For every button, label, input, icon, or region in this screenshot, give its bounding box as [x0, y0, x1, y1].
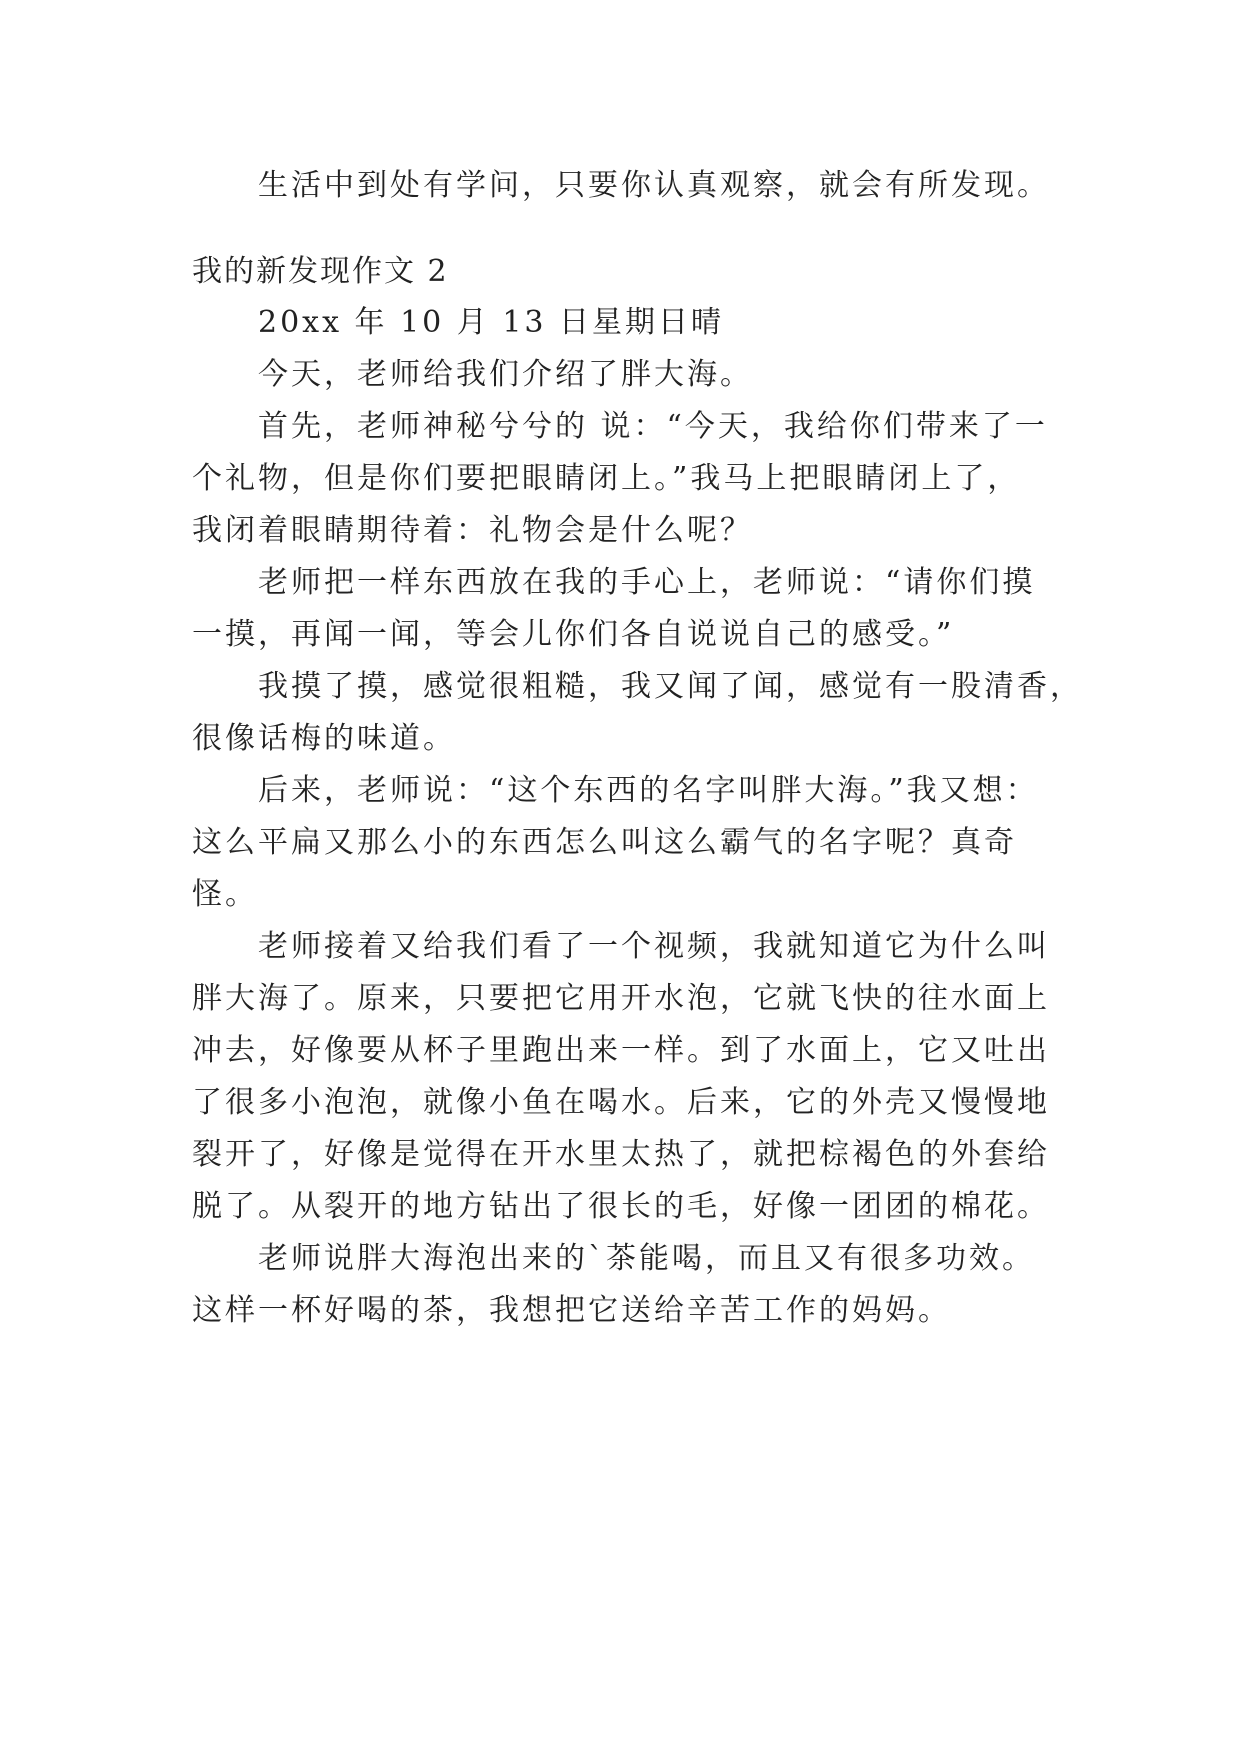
paragraph-line: 老师把一样东西放在我的手心上，老师说：“请你们摸	[258, 565, 1036, 600]
paragraph-line: 很像话梅的味道。	[192, 721, 456, 756]
paragraph-line: 后来，老师说：“这个东西的名字叫胖大海。”我又想：	[258, 773, 1039, 808]
paragraph-line: 首先，老师神秘兮兮的 说：“今天，我给你们带来了一	[258, 409, 1048, 444]
paragraph-line: 今天，老师给我们介绍了胖大海。	[258, 357, 753, 392]
paragraph-line: 我摸了摸，感觉很粗糙，我又闻了闻，感觉有一股清香，	[258, 669, 1083, 704]
paragraph-line: 脱了。从裂开的地方钻出了很长的毛，好像一团团的棉花。	[192, 1189, 1050, 1224]
paragraph-line: 冲去，好像要从杯子里跑出来一样。到了水面上，它又吐出	[192, 1033, 1050, 1068]
date-line: 20xx 年 10 月 13 日星期日晴	[258, 305, 725, 340]
intro-paragraph: 生活中到处有学问，只要你认真观察，就会有所发现。	[258, 168, 1050, 203]
paragraph-line: 老师说胖大海泡出来的`茶能喝，而且又有很多功效。	[258, 1241, 1035, 1276]
paragraph-line: 怪。	[192, 877, 258, 912]
paragraph-line: 我闭着眼睛期待着：礼物会是什么呢？	[192, 513, 753, 548]
paragraph-line: 老师接着又给我们看了一个视频，我就知道它为什么叫	[258, 929, 1050, 964]
paragraph-line: 胖大海了。原来，只要把它用开水泡，它就飞快的往水面上	[192, 981, 1050, 1016]
paragraph-line: 这样一杯好喝的茶，我想把它送给辛苦工作的妈妈。	[192, 1293, 951, 1328]
paragraph-line: 一摸，再闻一闻，等会儿你们各自说说自己的感受。”	[192, 617, 955, 652]
paragraph-line: 了很多小泡泡，就像小鱼在喝水。后来，它的外壳又慢慢地	[192, 1085, 1050, 1120]
paragraph-line: 裂开了，好像是觉得在开水里太热了，就把棕褐色的外套给	[192, 1137, 1050, 1172]
essay-title: 我的新发现作文 2	[192, 254, 449, 289]
paragraph-line: 这么平扁又那么小的东西怎么叫这么霸气的名字呢？真奇	[192, 825, 1017, 860]
paragraph-line: 个礼物，但是你们要把眼睛闭上。”我马上把眼睛闭上了，	[192, 461, 1021, 496]
